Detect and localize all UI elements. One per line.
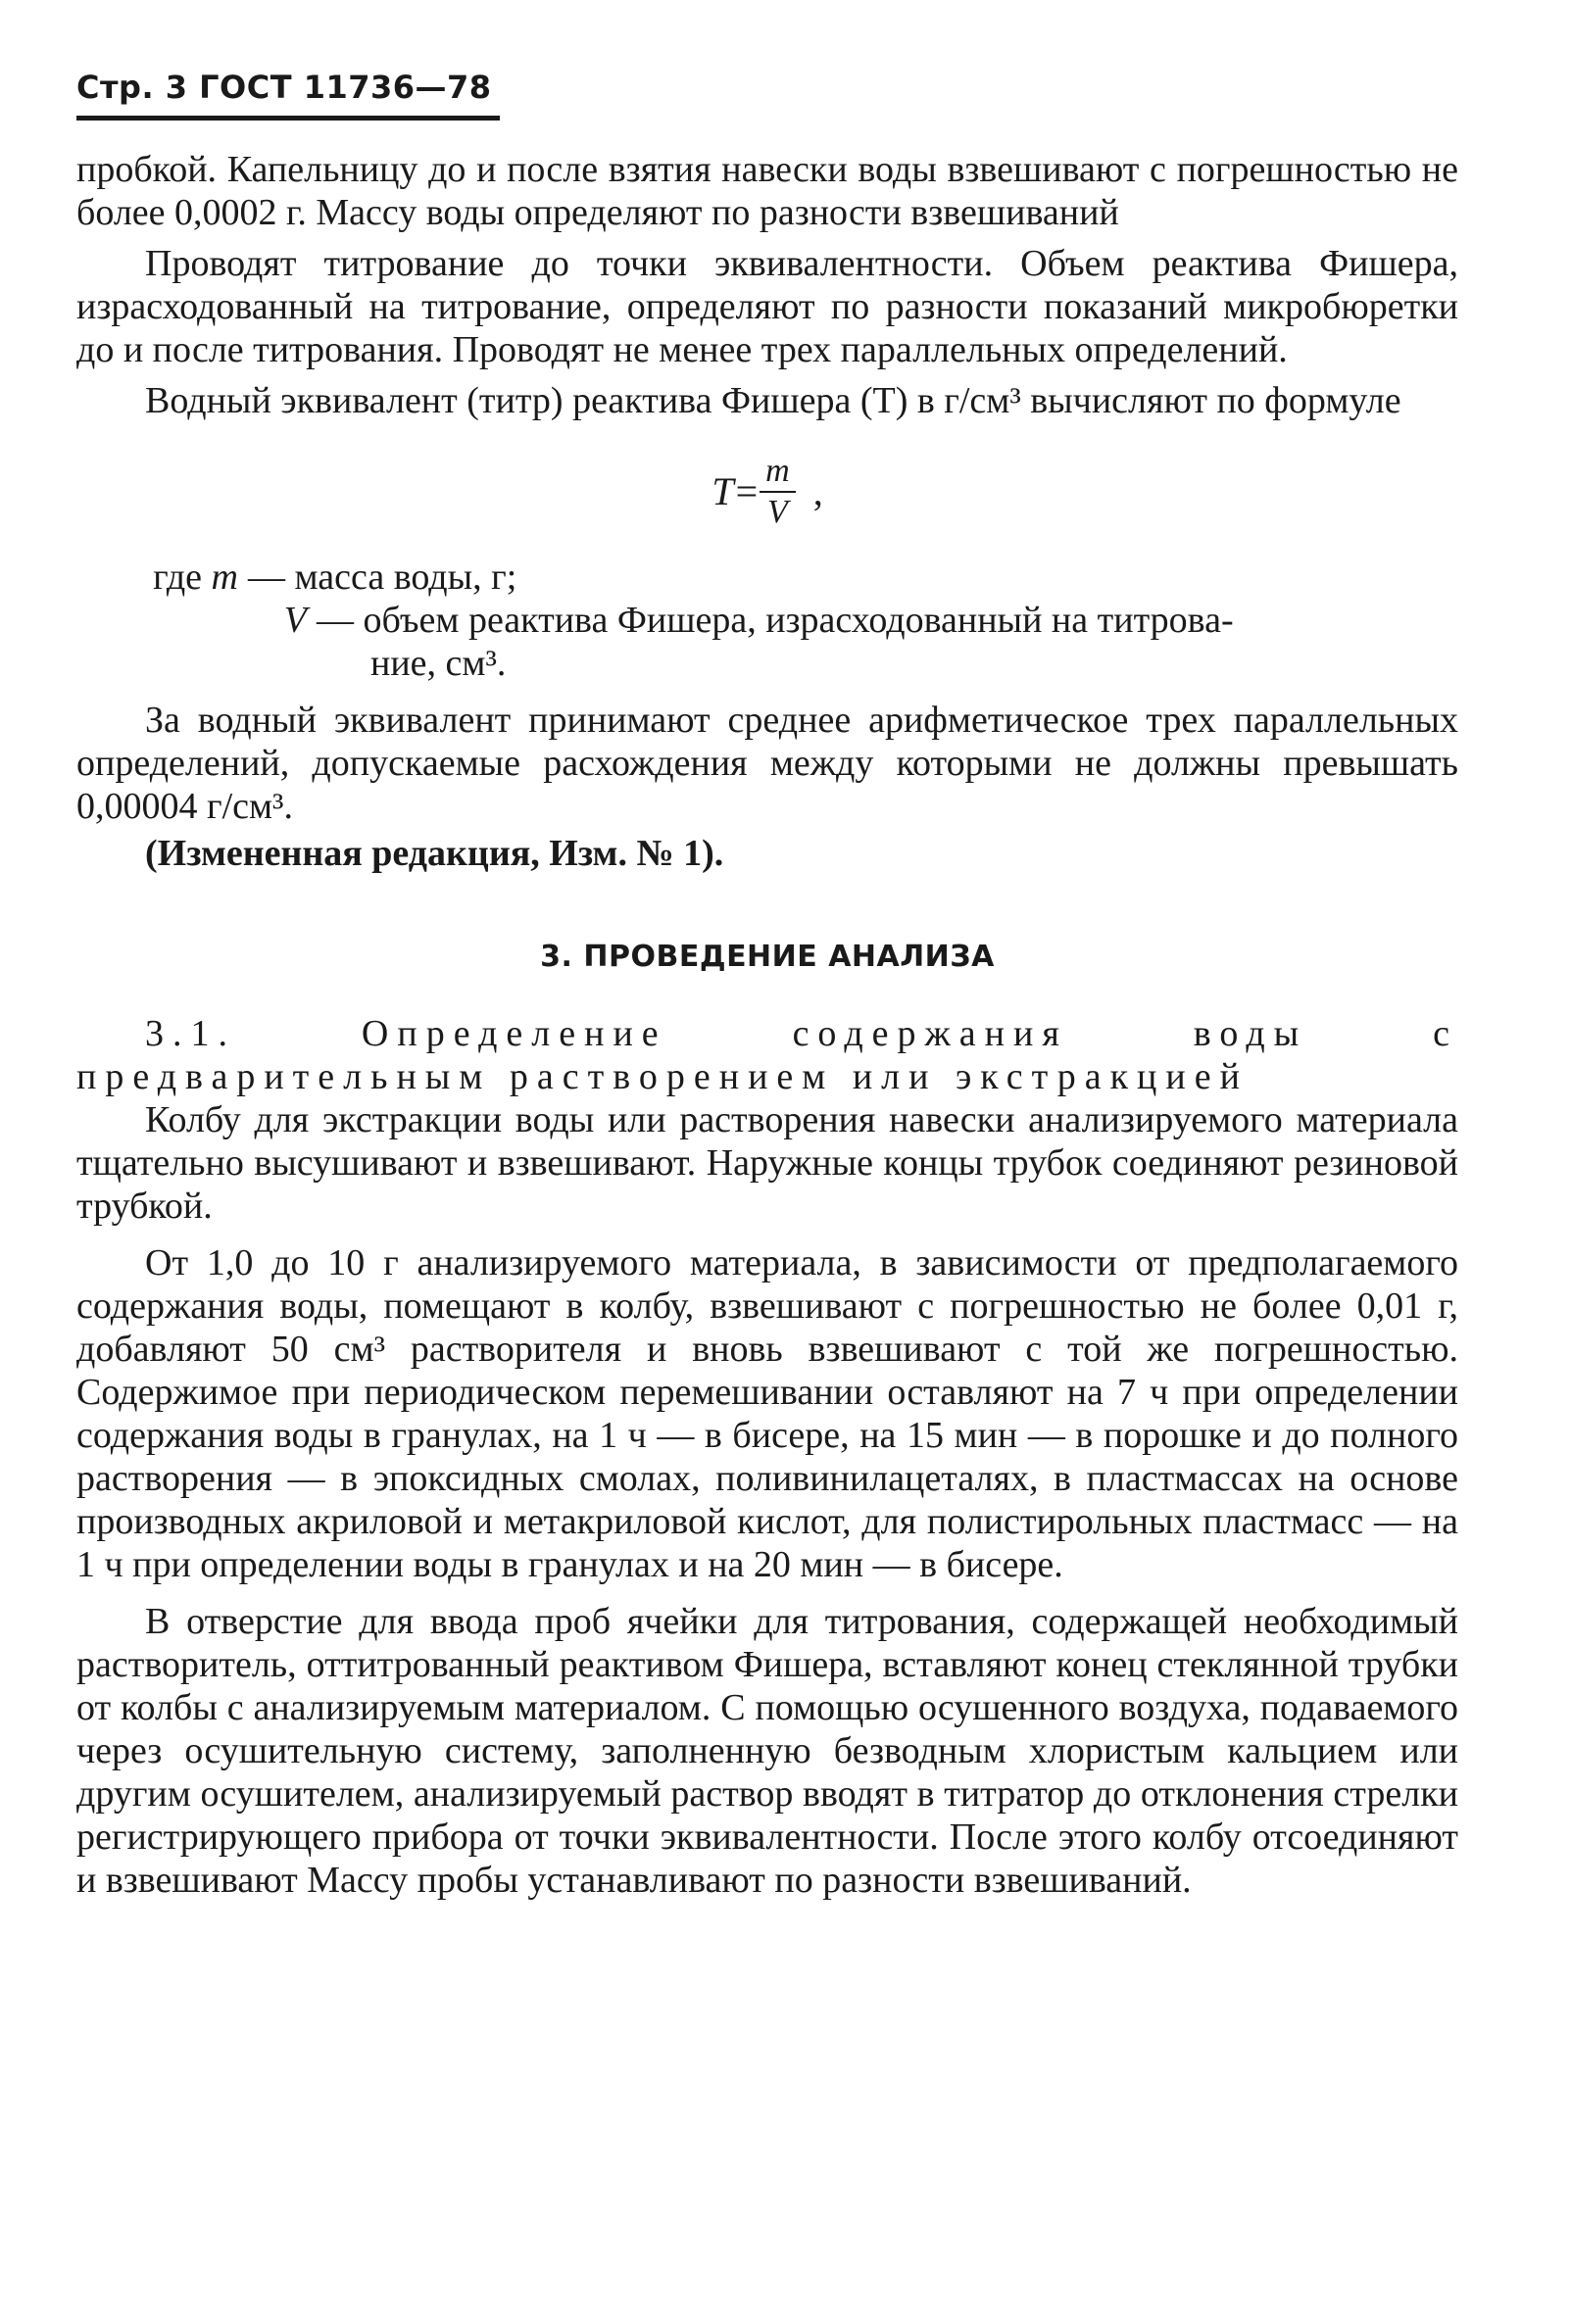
formula-numerator: m — [760, 452, 796, 493]
paragraph-titration: Проводят титрование до точки эквивалентности. Объем реактива Фишера, израсходованный на титрование, определяют по разности показаний микробюретки до и после титрования. Проводят не менее трех параллельных определений. — [76, 243, 1458, 370]
legend-row-v — [76, 599, 1458, 642]
document-body — [76, 148, 1458, 1902]
subsection-title: 3.1. Определение содержания воды с предварительным растворением или экстракцией — [76, 1013, 1458, 1097]
legend-label-m — [76, 556, 248, 599]
legend-row-m — [76, 556, 1458, 599]
paragraph-continuation: пробкой. Капельницу до и после взятия навески воды взвешивают с погрешностью не более 0,0002 г. Массу воды определяют по разности взвешиваний — [76, 149, 1458, 233]
formula-legend — [76, 556, 1458, 685]
section-paragraph: Колбу для экстракции воды или растворения навески анализируемого материала тщательно высушивают и взвешивают. Наружные концы трубок соединяют резиновой трубкой. — [76, 1099, 1458, 1227]
legend-def-v-cont: ние, см³. — [370, 643, 507, 684]
legend-symbol-m: m — [211, 557, 238, 598]
section-heading: 3. ПРОВЕДЕНИЕ АНАЛИЗА — [540, 940, 995, 974]
legend-intro: где — [153, 557, 203, 598]
legend-symbol-v: V — [283, 600, 307, 641]
formula-fraction — [760, 452, 796, 532]
formula-equals: = — [735, 469, 759, 513]
paragraph-water-equivalent: Водный эквивалент (титр) реактива Фишера (T) в г/см³ вычисляют по формуле — [145, 380, 1401, 421]
amendment-note: (Измененная редакция, Изм. № 1). — [145, 833, 724, 874]
formula-denominator: V — [767, 494, 788, 530]
paragraph-mean-value: За водный эквивалент принимают среднее арифметическое трех параллельных определений, допускаемые расхождения между которыми не должны превышать 0,00004 г/см³. — [76, 700, 1458, 827]
section-paragraph: В отверстие для ввода проб ячейки для титрования, содержащей необходимый растворитель, оттитрованный реактивом Фишера, вставляют конец стеклянной трубки от колбы с анализируемым материалом. С помощью осушенного воздуха, подаваемого через осушительную систему, заполненную безводным хлористым кальцием или другим осушителем, анализируемый раствор вводят в титратор до отклонения стрелки регистрирующего прибора от точки эквивалентности. После этого колбу отсоединяют и взвешивают Массу пробы устанавливают по разности взвешиваний. — [76, 1601, 1458, 1901]
legend-label-v — [76, 599, 317, 642]
section-paragraph: От 1,0 до 10 г анализируемого материала, в зависимости от предполагаемого содержания воды, помещают в колбу, взвешивают с погрешностью не более 0,01 г, добавляют 50 см³ растворителя и вновь взвешивают с той же погрешностью. Содержимое при периодическом перемешивании оставляют на 7 ч при определении содержания воды в гранулах, на 1 ч — в бисере, на 15 мин — в порошке и до полного растворения — в эпоксидных смолах, поливинилацеталях, в пластмассах на основе производных акриловой и метакриловой кислот, для полистирольных пластмасс — на 1 ч при определении воды в гранулах и на 20 мин — в бисере. — [76, 1242, 1458, 1585]
formula-comma: , — [812, 469, 823, 513]
legend-def-v: — объем реактива Фишера, израсходованный на титрова- — [317, 600, 1234, 641]
page-header: Стр. 3 ГОСТ 11736—78 — [76, 69, 500, 121]
legend-def-m: — масса воды, г; — [248, 557, 517, 598]
formula-lhs: T — [711, 469, 734, 513]
formula-titer — [76, 452, 1458, 546]
document-page — [76, 69, 1458, 1902]
